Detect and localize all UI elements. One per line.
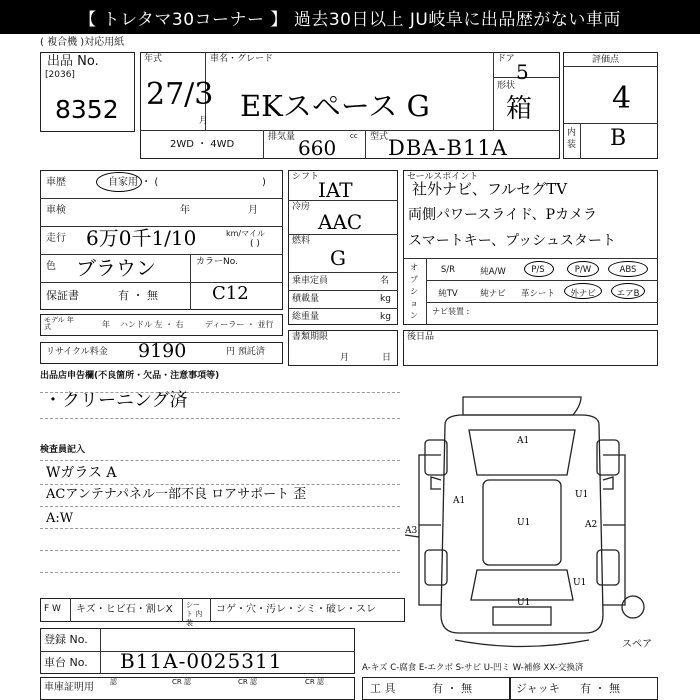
- model-code-value: DBA-B11A: [388, 136, 508, 160]
- color-label: 色: [46, 261, 56, 272]
- cert-label: 車庫証明用: [44, 682, 94, 693]
- inspector-line-1: Wガラス A: [46, 465, 117, 481]
- equip-alloy-wheel: 純A/W: [480, 267, 506, 277]
- airbag-circle: [611, 283, 645, 299]
- navi-label: ナビ装置 :: [432, 307, 470, 316]
- score-label: 評価点: [592, 55, 620, 65]
- doors-value: 5: [516, 60, 529, 84]
- damage-mark-right-quarter: U1: [573, 578, 587, 588]
- sheet-header: ( 複合機 )対応用紙: [40, 37, 125, 48]
- recycle-unit: 円 預託済: [226, 347, 265, 357]
- cert-mark-3: 認: [184, 678, 191, 686]
- damage-legend: A-キズ C-腐食 E-エクボ S-サビ U-凹ミ W-補修 XX-交換済: [362, 663, 584, 673]
- mileage-unit: km/マイル: [226, 229, 265, 238]
- equip-sr: S/R: [440, 265, 456, 275]
- color-code-value: C12: [212, 283, 249, 304]
- aircon-label: 冷房: [292, 202, 311, 212]
- registration-label: 登録 No.: [44, 633, 88, 646]
- damage-mark-right-rear: A2: [585, 520, 598, 530]
- doc-expiry-label: 書類期限: [292, 332, 329, 342]
- shift-label: シフト: [292, 172, 320, 182]
- model-year-value: 27/3: [146, 77, 214, 112]
- displacement-label: 排気量: [268, 132, 296, 142]
- recycle-label: リサイクル料金: [46, 347, 108, 357]
- cert-mark-2: CR: [172, 678, 182, 686]
- doors-label: ドア: [497, 54, 515, 64]
- damage-mark-right-front: U1: [575, 490, 589, 500]
- sales-point-line-3: スマートキー、プッシュスタート: [408, 233, 616, 249]
- gross-weight-unit: kg: [380, 312, 391, 322]
- body-shape-value: 箱: [506, 94, 533, 124]
- car-damage-diagram: [405, 385, 665, 650]
- inspection-label: 車検: [46, 205, 66, 216]
- equip-genuine-navi: 純ナビ: [480, 289, 506, 299]
- history-label: 車歴: [46, 177, 66, 188]
- shift-value: IAT: [318, 178, 353, 202]
- chassis-label: 車台 No.: [44, 656, 88, 669]
- inspection-year: 年: [180, 205, 190, 216]
- banner: 【 トレタマ30コーナー 】 過去30日以上 JU岐阜に出品歴がない車両: [0, 0, 700, 34]
- damage-mark-left-side: A3: [405, 526, 418, 536]
- sales-points-label: セールスポイント: [407, 172, 479, 182]
- model-year-label: 年式: [144, 54, 163, 64]
- displacement-unit: cc: [350, 132, 358, 140]
- handle-options: ハンドル 左 ・ 右: [120, 320, 184, 329]
- seat-label: シート 内 装: [186, 601, 203, 627]
- options-label: オプション: [410, 263, 418, 320]
- equip-aftermarket-navi: 外ナビ: [570, 289, 596, 299]
- equip-leather-seat: 革シート: [520, 289, 555, 299]
- fw-label: F W: [44, 604, 61, 614]
- warranty-label: 保証書: [46, 289, 79, 302]
- equip-airbag: エアB: [616, 289, 640, 299]
- history-options: 自家用 ・ (: [108, 177, 159, 188]
- fuel-value: G: [330, 246, 346, 270]
- displacement-value: 660: [298, 136, 337, 160]
- cert-mark-7: 認: [317, 678, 324, 686]
- load-unit: kg: [380, 294, 391, 304]
- later-items-label: 後日品: [407, 332, 435, 342]
- later-items-box: [403, 330, 658, 366]
- tools-options: 有 ・ 無: [432, 682, 472, 695]
- body-shape-label: 形状: [497, 81, 516, 91]
- ps-circle: [524, 261, 554, 277]
- capacity-unit: 名: [380, 276, 390, 286]
- color-value: ブラウン: [76, 256, 156, 280]
- damage-mark-roof: U1: [517, 518, 531, 528]
- damage-mark-rear: U1: [517, 598, 531, 608]
- jack-label: ジャッキ: [516, 682, 560, 695]
- warranty-options: 有 ・ 無: [118, 289, 158, 302]
- model-type-label: モデル 年 式: [44, 316, 74, 331]
- sales-point-line-1: 社外ナビ、フルセグTV: [412, 180, 568, 198]
- mileage-label: 走行: [46, 233, 66, 244]
- inspector-line-3: A:W: [46, 511, 74, 526]
- equip-power-window: P/W: [574, 265, 592, 275]
- lot-number: 8352: [55, 95, 119, 124]
- seat-text: コゲ・穴・汚レ・シミ・破レ・スレ: [216, 604, 376, 615]
- gross-weight-label: 総重量: [292, 312, 320, 322]
- model-type-year: 年: [102, 320, 110, 329]
- lot-box: [40, 52, 135, 132]
- cert-mark-6: CR: [305, 678, 315, 686]
- cert-mark-1: 認: [110, 678, 117, 686]
- tools-label: 工 具: [370, 682, 396, 695]
- car-name-label: 車名・グレード: [210, 54, 274, 64]
- recycle-value: 9190: [138, 340, 187, 362]
- inspection-month: 月: [248, 205, 258, 216]
- damage-mark-hood: A1: [517, 436, 530, 446]
- cert-mark-4: CR: [238, 678, 248, 686]
- history-close: ): [262, 177, 266, 188]
- model-code-label: 型式: [370, 132, 389, 142]
- score-value: 4: [612, 81, 632, 116]
- inspector-line-2: ACアンテナパネル一部不良 ロアサポート 歪: [46, 487, 307, 502]
- mileage-value: 6万0千1/10: [86, 226, 197, 250]
- aftermarket-navi-circle: [564, 283, 602, 299]
- dealer-options: ディーラー ・ 並行: [205, 320, 274, 329]
- inspector-label: 検査員記入: [40, 445, 86, 455]
- drive-label: 2WD ・ 4WD: [170, 139, 235, 150]
- equip-genuine-tv: 純TV: [438, 289, 458, 299]
- seller-notes-text: ・クリーニング済: [44, 390, 188, 411]
- fuel-label: 燃料: [292, 236, 311, 246]
- capacity-label: 乗車定員: [292, 276, 329, 286]
- lot-label: 出品 No.: [47, 54, 99, 69]
- spare-label: スペア: [622, 639, 652, 650]
- mileage-paren: ( ): [250, 239, 260, 249]
- fw-text: キズ・ヒビ石・割レX: [76, 604, 173, 615]
- jack-options: 有 ・ 無: [580, 682, 620, 695]
- car-name-value: EKスペース G: [240, 89, 430, 123]
- abs-circle: [608, 261, 648, 277]
- sales-point-line-2: 両側パワースライド、Pカメラ: [408, 207, 598, 223]
- aircon-value: AAC: [318, 210, 363, 234]
- seller-notes-label: 出品店申告欄(不良箇所・欠品・注意事項等): [40, 371, 220, 381]
- interior-label: 内装: [567, 128, 577, 150]
- color-code-label: カラーNo.: [196, 257, 238, 267]
- damage-mark-left-front: A1: [453, 496, 466, 506]
- doc-expiry-day: 日: [382, 353, 392, 363]
- interior-value: B: [610, 126, 627, 151]
- model-year-month-unit: 月: [199, 116, 209, 126]
- load-label: 積載量: [292, 294, 320, 304]
- pw-circle: [567, 261, 599, 277]
- equip-abs: ABS: [619, 265, 637, 275]
- doc-expiry-month: 月: [340, 353, 350, 363]
- lot-code: [2036]: [45, 70, 75, 80]
- cert-mark-5: 認: [250, 678, 257, 686]
- equip-power-steering: P/S: [531, 265, 545, 275]
- chassis-value: B11A-0025311: [120, 649, 283, 673]
- private-use-circle: [96, 172, 142, 192]
